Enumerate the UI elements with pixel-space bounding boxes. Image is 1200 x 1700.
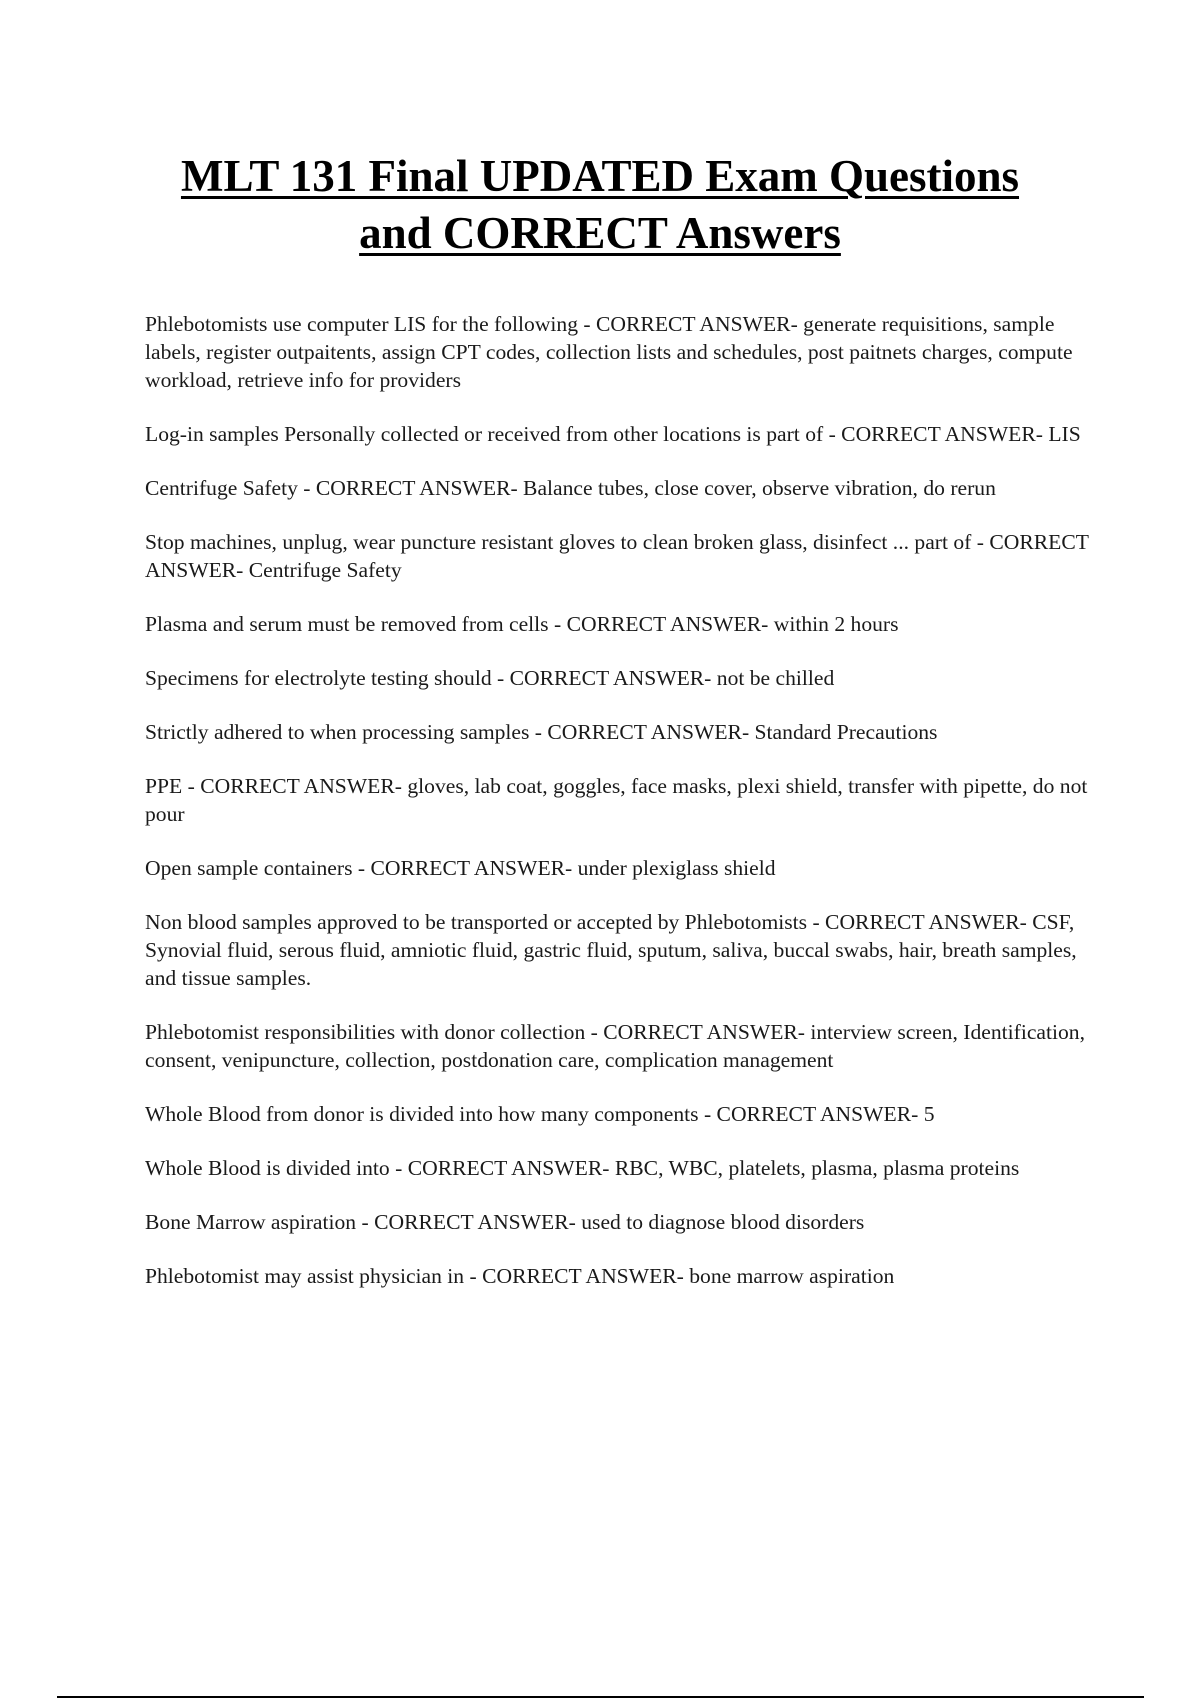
title-line-1: MLT 131 Final UPDATED Exam Questions	[180, 151, 1020, 201]
page-bottom-rule	[57, 1696, 1144, 1698]
title-line-2: and CORRECT Answers	[359, 208, 841, 258]
qa-item: Centrifuge Safety - CORRECT ANSWER- Balance tubes, close cover, observe vibration, do rerun	[145, 476, 996, 500]
qa-item: Non blood samples approved to be transported or accepted by Phlebotomists - CORRECT ANSWER- CSF, Synovial fluid, serous fluid, amniotic fluid, gastric fluid, sputum, saliva, buccal swabs, hair, breath samples, and tissue samples.	[145, 910, 1077, 990]
qa-item: Phlebotomists use computer LIS for the following - CORRECT ANSWER- generate requisitions, sample labels, register outpaitents, assign CPT codes, collection lists and schedules, post paitnets charges, compute workload, retrieve info for providers	[145, 312, 1073, 392]
qa-item: Bone Marrow aspiration - CORRECT ANSWER- used to diagnose blood disorders	[145, 1210, 865, 1234]
qa-item: Whole Blood is divided into - CORRECT ANSWER- RBC, WBC, platelets, plasma, plasma proteins	[145, 1156, 1020, 1180]
page-title	[100, 148, 1100, 262]
qa-item: Phlebotomist responsibilities with donor collection - CORRECT ANSWER- interview screen, Identification, consent, venipuncture, collection, postdonation care, complication management	[145, 1020, 1085, 1072]
qa-item: Specimens for electrolyte testing should - CORRECT ANSWER- not be chilled	[145, 666, 835, 690]
qa-item: Stop machines, unplug, wear puncture resistant gloves to clean broken glass, disinfect ... part of - CORRECT ANSWER- Centrifuge Safety	[145, 530, 1089, 582]
qa-item: Plasma and serum must be removed from cells - CORRECT ANSWER- within 2 hours	[145, 612, 899, 636]
qa-item: PPE - CORRECT ANSWER- gloves, lab coat, goggles, face masks, plexi shield, transfer with pipette, do not pour	[145, 774, 1088, 826]
qa-list	[145, 310, 1100, 1316]
qa-item: Log-in samples Personally collected or received from other locations is part of - CORRECT ANSWER- LIS	[145, 422, 1081, 446]
qa-item: Phlebotomist may assist physician in - CORRECT ANSWER- bone marrow aspiration	[145, 1264, 895, 1288]
qa-item: Whole Blood from donor is divided into how many components - CORRECT ANSWER- 5	[145, 1102, 935, 1126]
qa-item: Strictly adhered to when processing samples - CORRECT ANSWER- Standard Precautions	[145, 720, 938, 744]
qa-item: Open sample containers - CORRECT ANSWER- under plexiglass shield	[145, 856, 776, 880]
